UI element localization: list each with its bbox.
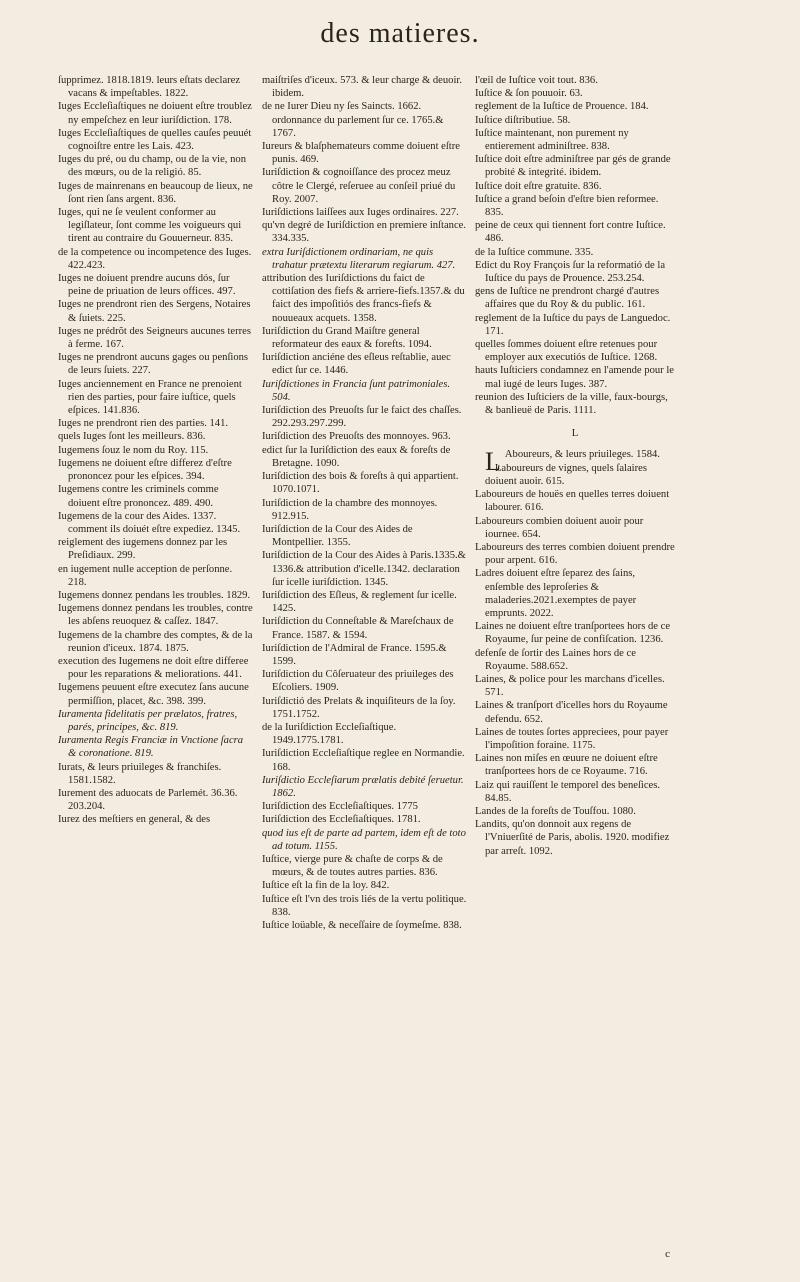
column-3-entries [475,74,675,417]
index-entry: Iuriſdictio Eccleſiarum prælatis debité ſeruetur. 1862. [262,774,464,799]
index-entry [475,567,675,620]
index-entry: Iuges de mainrenans en beaucoup de lieux, ne ſont rien ſans argent. 836. [58,180,253,205]
index-entry: Iuriſdiction des bois & foreſts à qui appartient. 1070.1071. [262,471,459,496]
index-entry: Iuriſdiction de l'Admiral de France. 1595.& 1599. [262,642,447,667]
index-entry: Iuſtice loüable, & neceſſaire de ſoymeſme. 838. [262,920,462,931]
index-entry: Iuriſdiction des Eccleſiaſtiques. 1781. [262,814,421,826]
index-entry: extra Iuriſdictionem ordinariam, ne quis trahatur prætextu literarum regiarum. 427. [262,246,456,271]
index-entry: de la competence ou incompetence des Iuges. 422.423. [58,246,252,271]
column-2 [262,74,467,932]
index-entry: Iuſtice eſt l'vn des trois liés de la vertu politique. 838. [262,893,467,918]
index-entry: Iuriſdiction des Preuoſts ſur le faict des chaſſes. 292.293.297.299. [262,405,462,430]
index-entry: Iuriſdiction de la Cour des Aides de Montpellier. 1355. [262,523,413,549]
index-entry: quels Iuges ſont les meilleurs. 836. [58,431,206,443]
index-entry-text: Landits, qu'on donnoit aux regens de l'Vniuerſité de Paris, abolis. 1920. modifiez par arreſt. 1092. [475,819,670,857]
index-entry-text: Laboureurs des terres combien doiuent prendre pour arpent. 616. [475,541,675,567]
index-entry: Iugemens donnez pendans les troubles, contre les abſens reuoquez & caſſez. 1847. [58,603,253,628]
index-entry: Iuriſdiction des Eſleus, & reglement ſur icelle. 1425. [262,589,457,615]
index-entry: Iuſtice & ſon pouuoir. 63. [475,88,583,100]
index-entry: reunion des Iuſticiers de la ville, faux-bourgs, & banlieuë de Paris. 1111. [475,391,668,417]
index-entry [475,488,675,514]
index-entry-text: Laboureurs de houës en quelles terres doiuent labourer. 616. [475,489,670,514]
index-entry: Iuges Eccleſiaſtiques ne doiuent eſtre troublez ny empeſchez en leur iuriſdiction. 178. [58,101,252,126]
index-entry: Iugemens ne doiuent eſtre differez d'eſtre prononcez pour les eſpices. 394. [58,457,232,483]
index-entry: Iureurs & blaſphemateurs comme doiuent eſtre punis. 469. [262,141,460,166]
index-entry: Iugemens de la chambre des comptes, & de la reunion d'iceux. 1874. 1875. [58,629,253,654]
index-entry: reglement de la Iuſtice de Prouence. 184. [475,101,649,113]
section-letter-L: L [571,428,579,440]
index-entry-text: Landes de la foreſts de Touſfou. 1080. [475,805,636,817]
index-entry: reglement de la Iuſtice du pays de Languedoc. 171. [475,312,671,337]
index-entry-text: defenſe de ſortir des Laines hors de ce Royaume. 588.652. [475,647,636,672]
index-entry [475,620,675,646]
page-title: des matieres. [320,18,480,49]
index-entry: Iuriſdictiones in Francia ſunt patrimoniales. 504. [262,378,451,403]
index-entry: Iuſtice maintenant, non purement ny entierement adminiſtree. 838. [475,127,629,153]
index-entry: Iuſtice doit eſtre gratuite. 836. [475,180,602,192]
index-entry [475,818,675,858]
index-entry [475,699,675,725]
index-entry: Iugemens donnez pendans les troubles. 1829. [58,589,251,601]
index-entry: en iugement nulle acception de perſonne. 218. [58,563,233,588]
index-entry: Iuramenta Regis Franciæ in Vnctione ſacra & coronatione. 819. [58,735,244,760]
index-entry: Iuſtice, vierge pure & chaſte de corps & de mœurs, & de toutes autres parties. 836. [262,853,443,879]
index-entry: Iuges ne prédrõt des Seigneurs aucunes terres à ferme. 167. [58,325,251,351]
index-entry: Iuges ne prendront rien des parties. 141. [58,418,229,430]
index-entry: Iuriſdiction des Eccleſiaſtiques. 1775 [262,801,418,813]
index-entry: maiſtriſes d'iceux. 573. & leur charge & deuoir. ibidem. [262,75,462,100]
index-entry [475,805,675,818]
index-entry-text: Laiz qui rauiſſent le temporel des beneſices. 84.85. [475,779,661,804]
index-entry: Iurats, & leurs priuileges & franchiſes. 1581.1582. [58,761,222,786]
index-entry: Iuriſdiction Eccleſiaſtique reglee en Normandie. 168. [262,748,465,773]
index-entry: Iugemens contre les criminels comme doiuent eſtre prononcez. 489. 490. [58,484,219,509]
index-entry: attribution des Iuriſdictions du faict de cottiſation des fiefs & arriere-fiefs.1357.& du faict des impoſitiós des francs-fiefs & nouueaux acquets. 1358. [262,273,465,324]
index-entry: Iuriſdictions laiſſees aux Iuges ordinaires. 227. [262,207,459,219]
column-3 [475,74,675,858]
index-entry: Iuges ne prendront aucuns gages ou penſions de leurs ſuiets. 227. [58,352,249,377]
index-entry [475,462,675,488]
index-entry: de ne Iurer Dieu ny ſes Saincts. 1662. ordonnance du parlement ſur ce. 1765.& 1767. [262,101,444,139]
index-entry: quelles ſommes doiuent eſtre retenues pour employer aux executiós de Iuſtice. 1268. [475,339,658,364]
index-entry: Iugemens de la cour des Aides. 1337. comment ils doiuét eſtre expediez. 1345. [58,510,241,535]
index-entry: Iuriſdictió des Prelats & inquiſiteurs de la ſoy. 1751.1752. [262,695,456,720]
index-entry: gens de Iuſtice ne prendront chargé d'autres affaires que du Roy & du public. 161. [475,286,660,311]
index-entry-text: Laines & tranſport d'icelles hors du Royaume defendu. 652. [475,700,668,725]
index-entry: Iuges ne doiuent prendre aucuns dós, ſur peine de priuation de leurs offices. 497. [58,273,236,298]
index-entry-text: Laines ne doiuent eſtre tranſportees hors de ce Royaume, ſur peine de confiſcation. 1236. [475,621,671,646]
index-entry: Iugemens ſouz le nom du Roy. 115. [58,444,209,456]
index-entry: Iuges anciennement en France ne prenoient rien des parties, pour faire iuſtice, quels eſpices. 141.836. [58,378,242,417]
index-entry: Iuriſdiction des Preuoſts des monnoyes. 963. [262,431,451,443]
index-entry: edict ſur la Iuriſdiction des eaux & foreſts de Bretagne. 1090. [262,444,451,469]
index-entry: Iuges, qui ne ſe veulent conformer au legiſlateur, ſont comme les voigueurs qui tirent au contraire du Gouuerneur. 835. [58,207,242,245]
index-entry-text: Aboureurs, & leurs priuileges. 1584. [504,449,660,461]
index-entry [475,726,675,752]
index-entry: Iuriſdiction & cognoiſſance des procez meuz côtre le Clergé, reſeruee au conſeil priué du Roy. 2007. [262,167,456,205]
index-entry [475,647,675,673]
index-entry-text: Laboureurs combien doiuent auoir pour iournee. 654. [475,515,644,540]
index-entry-text: Laboureurs de vignes, quels ſalaires doiuent auoir. 615. [485,462,647,487]
index-entry [475,779,675,805]
index-entry: Iuriſdiction du Côſeruateur des priuileges des Eſcoliers. 1909. [262,669,454,694]
index-entry: Iuges du pré, ou du champ, ou de la vie, non des mœurs, ou de la religió. 85. [58,154,246,179]
index-entry: Iuſtice a grand beſoin d'eſtre bien reformee. 835. [475,193,659,219]
index-entry-text: Laines non miſes en œuure ne doiuent eſtre tranſportees hors de ce Royaume. 716. [475,753,658,778]
drop-cap-initial: L [485,447,501,477]
index-entry [475,515,675,541]
index-entry: hauts Iuſticiers condamnez en l'amende pour le mal iugé de leurs Iuges. 387. [475,365,674,390]
index-entry: Iuriſdiction de la chambre des monnoyes. 912.915. [262,497,438,522]
column-1 [58,74,253,827]
index-entry: de la Iuriſdiction Eccleſiaſtique. 1949.1775.1781. [262,721,397,747]
index-entry: de la Iuſtice commune. 335. [475,246,594,258]
index-entry: quod ius eſt de parte ad partem, idem eſt de toto ad totum. 1155. [262,827,466,852]
index-entry [475,673,675,699]
index-entry-text: Ladres doiuent eſtre ſeparez des ſains, enſemble des leproſeries & maladeries.2021.exemptes de payer emprunts. 2022. [475,568,637,619]
index-entry: l'œil de Iuſtice voit tout. 836. [475,75,598,86]
index-entry: reiglement des iugemens donnez par les Preſidiaux. 299. [58,537,228,562]
index-entry: Iugemens peuuent eſtre executez ſans aucune permiſſion, placet, &c. 398. 399. [58,682,249,707]
index-entry: Edict du Roy François ſur la reformatió de la Iuſtice du pays de Prouence. 253.254. [475,259,666,285]
index-entry: Iuſtice diſtributiue. 58. [475,114,571,126]
index-entry [475,541,675,567]
index-entry: execution des Iugemens ne doit eſtre differee pour les reparations & meliorations. 441. [58,655,249,681]
catchword: c [665,1248,670,1260]
index-entry: Iuriſdiction de la Cour des Aides à Paris.1335.& 1336.& attribution d'icelle.1342. declaration ſur icelle iuriſdiction. 1345. [262,550,466,588]
index-entry: Iuſtice eſt la fin de la loy. 842. [262,880,390,892]
index-entry: Iuriſdiction anciéne des eſleus reſtablie, auec edict ſur ce. 1446. [262,352,451,377]
index-entry: Iuriſdiction du Grand Maiſtre general reformateur des eaux & forefts. 1094. [262,325,432,351]
index-entry: Iurez des meſtiers en general, & des [58,814,211,826]
index-entry: Iuramenta fidelitatis per prælatos, fratres, parés, principes, &c. 819. [58,708,238,733]
index-entry-text: Laines, & police pour les marchans d'icelles. 571. [475,673,665,699]
index-entry [475,752,675,778]
index-entry: Iurement des aduocats de Parlemét. 36.36. 203.204. [58,787,238,813]
index-entry-text: Laines de toutes ſortes appreciees, pour payer l'impoſition foraine. 1175. [475,726,669,751]
section-L-entries [475,448,675,857]
index-entry: Iuges Eccleſiaſtiques de quelles cauſes peuuét cognoiſtre entre les Lais. 423. [58,127,252,153]
index-entry: Iuſtice doit eſtre adminiſtree par gés de grande probité & integrité. ibidem. [475,154,671,179]
index-entry: ſupprimez. 1818.1819. leurs eſtats declarez vacans & impeſtables. 1822. [58,75,241,100]
index-entry: qu'vn degré de Iuriſdiction en premiere inſtance. 334.335. [262,220,466,245]
index-entry: Iuriſdiction du Conneſtable & Mareſchaux de France. 1587. & 1594. [262,616,454,641]
index-entry: peine de ceux qui tiennent fort contre Iuſtice. 486. [475,220,666,245]
index-entry: Iuges ne prendront rien des Sergens, Notaires & ſuiets. 225. [58,299,251,324]
